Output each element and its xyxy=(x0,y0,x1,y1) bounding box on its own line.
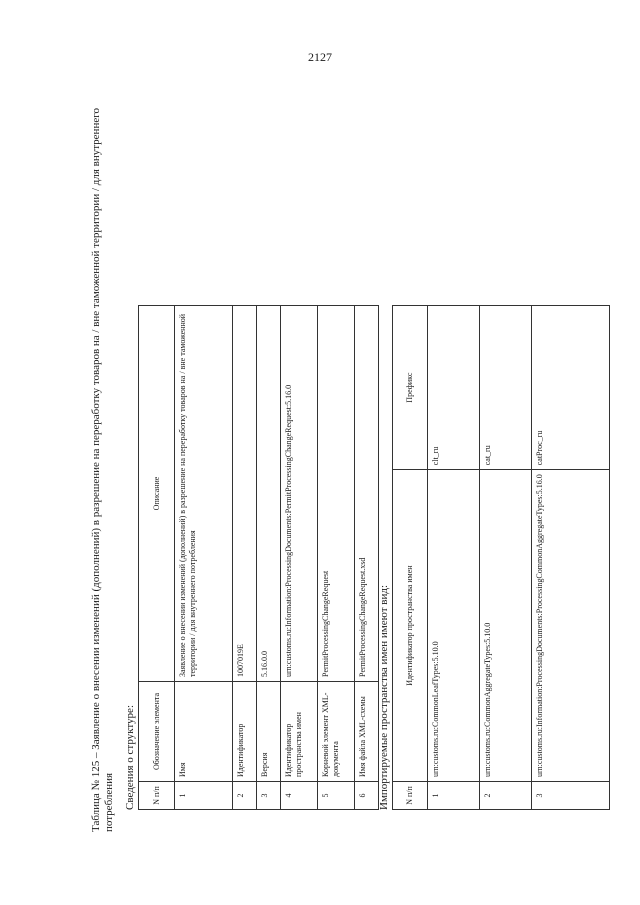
row-prefix: cat_ru xyxy=(480,306,532,470)
row-prefix: clt_ru xyxy=(428,306,480,470)
table-row xyxy=(428,306,480,810)
header-number: N п/п xyxy=(139,782,175,810)
row-element: Версия xyxy=(257,682,281,782)
row-namespace: urn:customs.ru:CommonLeafTypes:5.10.0 xyxy=(428,470,480,782)
row-description: 5.16.0.0 xyxy=(257,306,281,682)
structure-label: Сведения о структуре: xyxy=(124,705,136,810)
header-description: Описание xyxy=(139,306,175,682)
row-namespace: urn:customs.ru:Information:ProcessingDocuments:ProcessingCommonAggregateTypes:5.16.0 xyxy=(532,470,610,782)
rotated-content xyxy=(80,40,640,840)
row-number: 4 xyxy=(281,782,318,810)
row-description: 1007019E xyxy=(233,306,257,682)
table-header-row xyxy=(139,306,175,810)
header-number: N п/п xyxy=(393,782,428,810)
table-row xyxy=(532,306,610,810)
page-number: 2127 xyxy=(308,50,332,64)
table-header-row xyxy=(393,306,428,810)
row-number: 3 xyxy=(532,782,610,810)
row-element: Имя xyxy=(175,682,233,782)
row-description: PermitProcessingChangeRequest.xsd xyxy=(355,306,379,682)
row-number: 1 xyxy=(175,782,233,810)
row-number: 6 xyxy=(355,782,379,810)
row-description: PermitProcessingChangeRequest xyxy=(318,306,355,682)
header-prefix: Префикс xyxy=(393,306,428,470)
row-number: 1 xyxy=(428,782,480,810)
row-description: urn:customs.ru:Information:ProcessingDocuments:PermitProcessingChangeRequest:5.16.0 xyxy=(281,306,318,682)
table-row xyxy=(175,306,233,810)
namespaces-label: Импортируемые пространства имен имеют вид: xyxy=(378,584,390,810)
header-namespace: Идентификатор пространства имен xyxy=(393,470,428,782)
row-number: 3 xyxy=(257,782,281,810)
row-number: 5 xyxy=(318,782,355,810)
row-number: 2 xyxy=(480,782,532,810)
table-row xyxy=(318,306,355,810)
row-number: 2 xyxy=(233,782,257,810)
table-row xyxy=(281,306,318,810)
row-element: Идентификатор xyxy=(233,682,257,782)
namespaces-table xyxy=(392,305,610,810)
row-namespace: urn:customs.ru:CommonAggregateTypes:5.10.0 xyxy=(480,470,532,782)
table-title: Таблица № 125 – Заявление о внесении изменений (дополнений) в разрешение на переработку товаров на / вне таможенной территории / для внутреннего потребления xyxy=(90,108,115,832)
row-element: Идентификатор пространства имен xyxy=(281,682,318,782)
structure-table xyxy=(138,305,379,810)
row-description: Заявление о внесении изменений (дополнений) в разрешение на переработку товаров на / вне таможенной территории / для внутреннего потребления xyxy=(175,306,233,682)
table-row xyxy=(257,306,281,810)
table-row xyxy=(480,306,532,810)
row-element: Корневой элемент XML-документа xyxy=(318,682,355,782)
header-element: Обозначение элемента xyxy=(139,682,175,782)
row-element: Имя файла XML-схемы xyxy=(355,682,379,782)
row-prefix: catProc_ru xyxy=(532,306,610,470)
table-row xyxy=(233,306,257,810)
table-row xyxy=(355,306,379,810)
